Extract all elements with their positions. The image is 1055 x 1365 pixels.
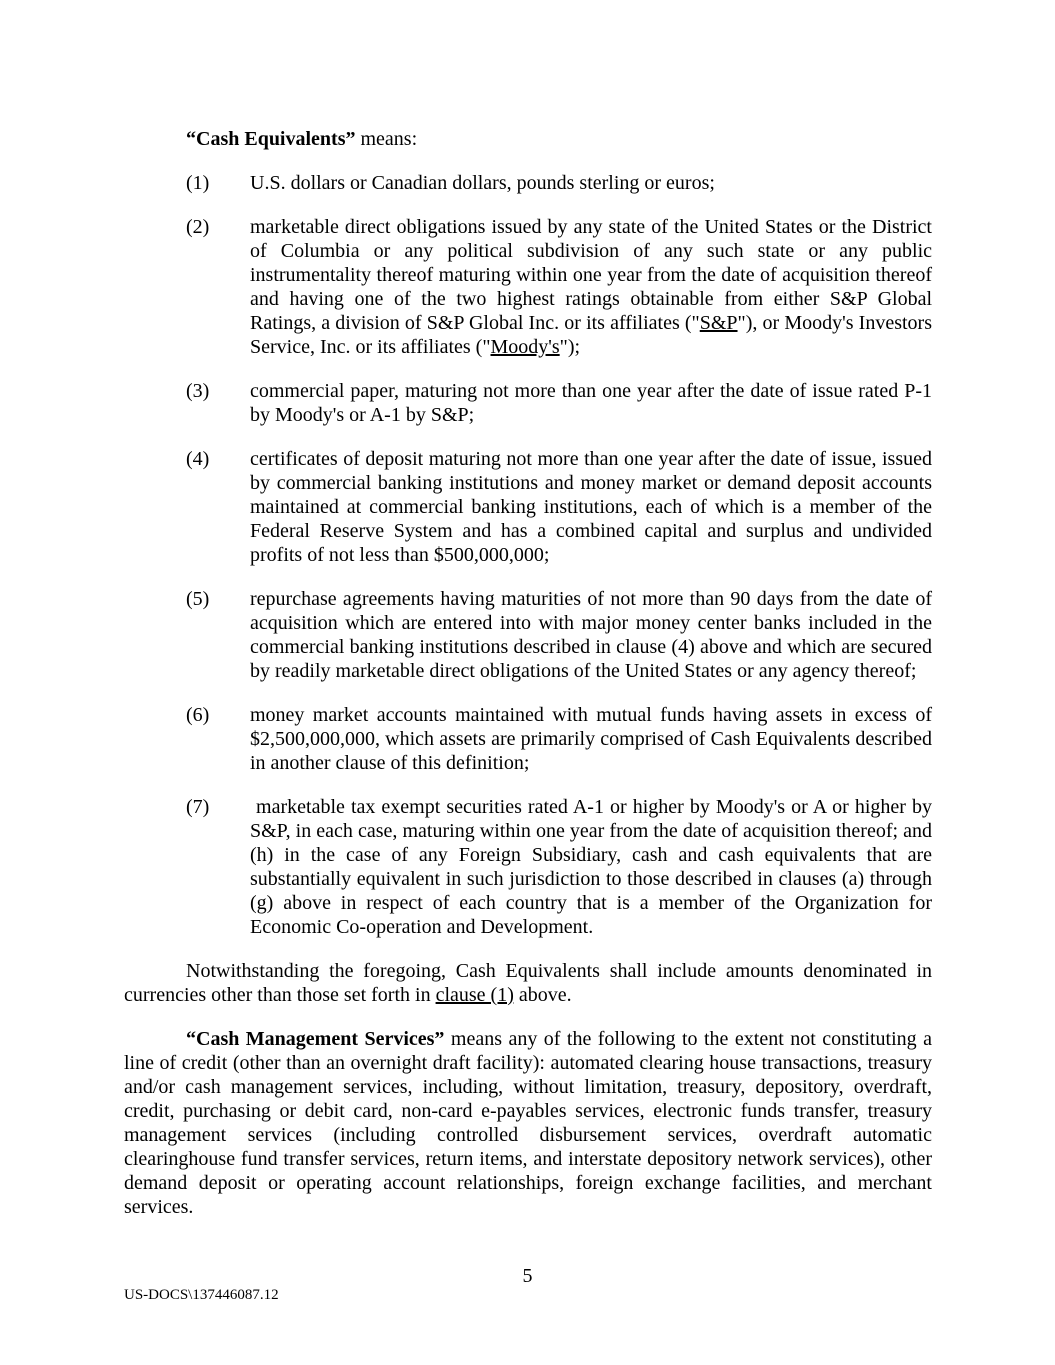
document-content xyxy=(124,127,932,1239)
text-segment: U.S. dollars or Canadian dollars, pounds sterling or euros; xyxy=(250,172,715,194)
defined-term-cash-management-services: “Cash Management Services” xyxy=(186,1028,445,1050)
clause-4-number: (4) xyxy=(186,448,210,470)
text-segment: repurchase agreements having maturities of not more than 90 days from the date of acquisition which are entered into with major money center banks included in the commercial banking institutions described in clause (4) above and which are secured by readily marketable direct obligations of the United States or any agency thereof; xyxy=(250,588,932,682)
clause-3 xyxy=(124,379,932,427)
clause-6 xyxy=(124,703,932,775)
text-segment: "); xyxy=(559,336,581,358)
text-segment: certificates of deposit maturing not more than one year after the date of issue, issued by commercial banking institutions and money market or demand deposit accounts maintained at commercial banking institutions, each of which is a member of the Federal Reserve System and has a combined capital and surplus and undivided profits of not less than $500,000,000; xyxy=(250,448,932,566)
clause-7-number: (7) xyxy=(186,796,210,818)
clause-1-reference: clause (1) xyxy=(435,984,514,1006)
cash-equivalents-definition-lead xyxy=(124,127,932,151)
clause-5 xyxy=(124,587,932,683)
text-segment: means: xyxy=(355,128,418,150)
text-segment: marketable direct obligations issued by any state of the United States or the District of Columbia or any political subdivision of any such state or any public instrumentality thereof maturing within one year from the date of acquisition thereof and having one of the two highest ratings obtainable from either S&P Global Ratings, a division of S&P Global Inc. or its affiliates (" xyxy=(250,216,932,334)
clause-3-number: (3) xyxy=(186,380,210,402)
document-id-footer: US-DOCS\137446087.12 xyxy=(124,1287,279,1303)
clause-7 xyxy=(124,795,932,939)
clause-1-number: (1) xyxy=(186,172,210,194)
notwithstanding-paragraph xyxy=(124,959,932,1007)
clause-6-number: (6) xyxy=(186,704,210,726)
defined-term-cash-equivalents: “Cash Equivalents” xyxy=(186,128,356,150)
clause-4 xyxy=(124,447,932,567)
text-segment: commercial paper, maturing not more than one year after the date of issue rated P-1 by Moody's or A-1 by S&P; xyxy=(250,380,932,426)
text-segment: money market accounts maintained with mutual funds having assets in excess of $2,500,000,000, which assets are primarily comprised of Cash Equivalents described in another clause of this definition; xyxy=(250,704,932,774)
text-segment: Notwithstanding the foregoing, Cash Equivalents shall include amounts denominated in currencies other than those set forth in xyxy=(124,960,932,1006)
page-number: 5 xyxy=(522,1265,533,1287)
cash-management-services-paragraph xyxy=(124,1027,932,1219)
clause-1 xyxy=(124,171,932,195)
text-segment: "), or Moody's Investors Service, Inc. or its affiliates (" xyxy=(250,312,932,358)
clause-2-number: (2) xyxy=(186,216,210,238)
text-segment: above. xyxy=(513,984,572,1006)
clause-5-number: (5) xyxy=(186,588,210,610)
moodys-reference: Moody's xyxy=(490,336,560,358)
clause-2 xyxy=(124,215,932,359)
text-segment: means any of the following to the extent not constituting a line of credit (other than an overnight draft facility): automated clearing house transactions, treasury and/or cash management services, including, without limitation, treasury, depository, overdraft, credit, purchasing or debit card, non-card e-payables services, electronic funds transfer, treasury management services (including controlled disbursement services, overdraft automatic clearinghouse fund transfer services, return items, and interstate depository network services), other demand deposit or operating account relationships, foreign exchange facilities, and merchant services. xyxy=(124,1028,932,1218)
sp-reference: S&P xyxy=(699,312,738,334)
text-segment: marketable tax exempt securities rated A-1 or higher by Moody's or A or higher by S&P, in each case, maturing within one year from the date of acquisition thereof; and (h) in the case of any Foreign Subsidiary, cash and cash equivalents that are substantially equivalent in such jurisdiction to those described in clauses (a) through (g) above in respect of each country that is a member of the Organization for Economic Co-operation and Development. xyxy=(250,796,932,938)
